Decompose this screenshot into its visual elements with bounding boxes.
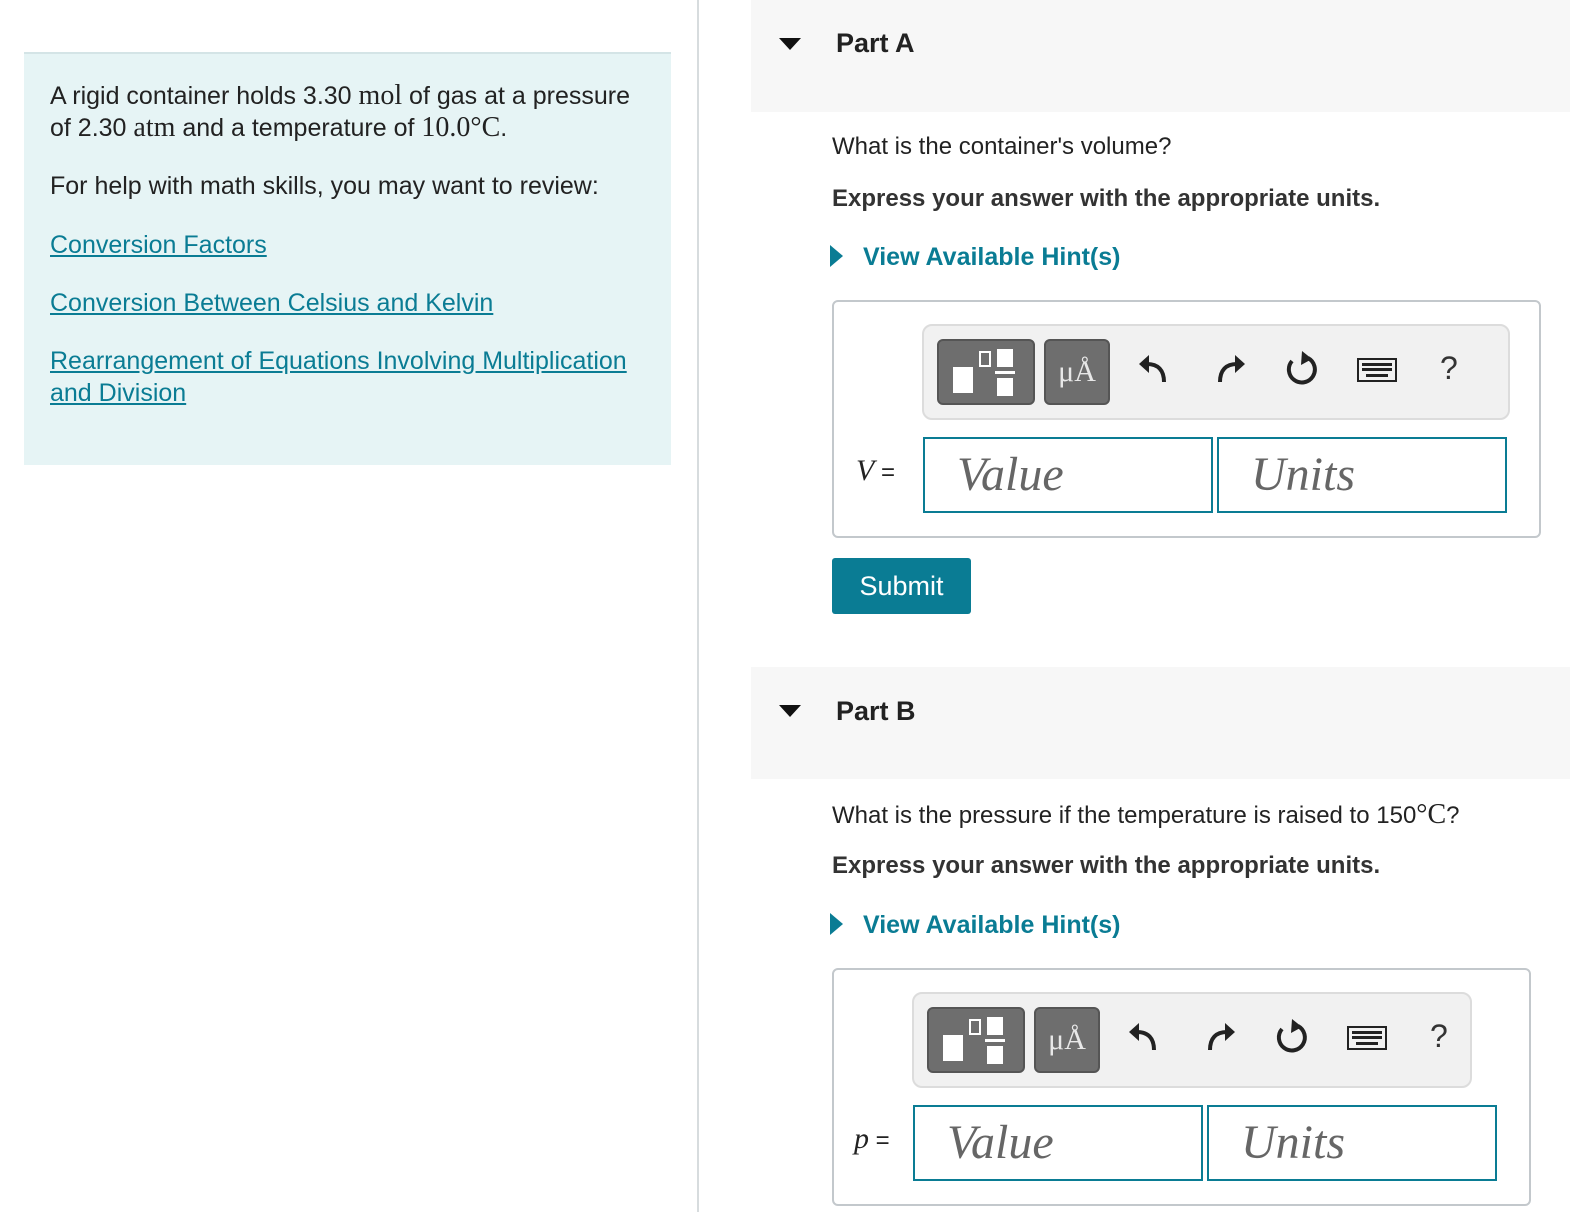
part-b-hint-label: View Available Hint(s): [863, 911, 1121, 939]
part-b-value-input[interactable]: Value: [913, 1105, 1203, 1181]
part-b-answer-box: [832, 968, 1531, 1206]
question-mark: ?: [1446, 802, 1460, 829]
variable-p: p: [854, 1122, 869, 1155]
part-a-answer-box: [832, 300, 1541, 538]
column-divider: [697, 0, 699, 1212]
part-b-variable-label: [854, 1122, 890, 1156]
problem-intro-panel: [24, 52, 671, 465]
reset-icon[interactable]: [1272, 1016, 1312, 1060]
undo-icon[interactable]: [1134, 348, 1174, 392]
intro-text-2: of gas at a pressure of 2.30: [50, 82, 631, 142]
equals-sign: =: [874, 459, 896, 486]
part-a-title: Part A: [836, 28, 915, 58]
part-b-header[interactable]: [751, 667, 1570, 779]
collapse-caret-icon[interactable]: [779, 705, 801, 717]
part-a-value-input[interactable]: Value: [923, 437, 1213, 513]
part-b-math-toolbar: [912, 992, 1472, 1088]
help-icon[interactable]: ?: [1430, 1018, 1448, 1054]
keyboard-icon[interactable]: [1356, 348, 1398, 392]
part-b-units-input[interactable]: Units: [1207, 1105, 1497, 1181]
part-a-hint-label: View Available Hint(s): [863, 243, 1121, 271]
unit-atm: atm: [133, 112, 176, 143]
part-b-question: [832, 799, 1460, 831]
intro-text-1: A rigid container holds 3.30: [50, 82, 359, 110]
undo-icon[interactable]: [1124, 1016, 1164, 1060]
link-celsius-kelvin[interactable]: Conversion Between Celsius and Kelvin: [50, 289, 494, 317]
link-conversion-factors[interactable]: Conversion Factors: [50, 231, 267, 259]
redo-icon[interactable]: [1210, 348, 1250, 392]
unit-mol: mol: [358, 80, 403, 111]
units-icon[interactable]: μÅ: [1044, 339, 1110, 405]
equals-sign: =: [869, 1127, 890, 1154]
collapse-caret-icon[interactable]: [779, 38, 801, 50]
part-a-units-input[interactable]: Units: [1217, 437, 1507, 513]
part-a-question: What is the container's volume?: [832, 133, 1172, 160]
part-a-submit-button[interactable]: Submit: [832, 558, 971, 614]
part-a-instruction: Express your answer with the appropriate units.: [832, 185, 1381, 212]
expand-triangle-icon: [830, 245, 843, 267]
part-b-hint-toggle[interactable]: [830, 911, 1120, 940]
reset-icon[interactable]: [1282, 348, 1322, 392]
part-a-header[interactable]: [751, 0, 1570, 112]
keyboard-icon[interactable]: [1346, 1016, 1388, 1060]
expand-triangle-icon: [830, 913, 843, 935]
intro-text-3: and a temperature of: [175, 114, 422, 142]
part-b-instruction: Express your answer with the appropriate units.: [832, 852, 1381, 879]
part-a-variable-label: [856, 454, 895, 488]
part-a-hint-toggle[interactable]: [830, 243, 1120, 272]
templates-icon[interactable]: [937, 339, 1035, 405]
templates-icon[interactable]: [927, 1007, 1025, 1073]
units-icon[interactable]: μÅ: [1034, 1007, 1100, 1073]
intro-text-4: .: [500, 114, 508, 142]
redo-icon[interactable]: [1200, 1016, 1240, 1060]
part-b-title: Part B: [836, 696, 916, 726]
part-a-math-toolbar: [922, 324, 1510, 420]
variable-v: V: [856, 454, 875, 487]
help-icon[interactable]: ?: [1440, 350, 1458, 386]
problem-statement: [50, 80, 645, 144]
temperature-value: 10.0°C: [421, 112, 501, 143]
link-rearrangement-equations[interactable]: Rearrangement of Equations Involving Multiplication and Division: [50, 347, 627, 407]
unit-celsius: °C: [1416, 799, 1447, 830]
part-b-question-text: What is the pressure if the temperature is raised to 150: [832, 802, 1417, 829]
help-text: For help with math skills, you may want to review:: [50, 172, 599, 200]
